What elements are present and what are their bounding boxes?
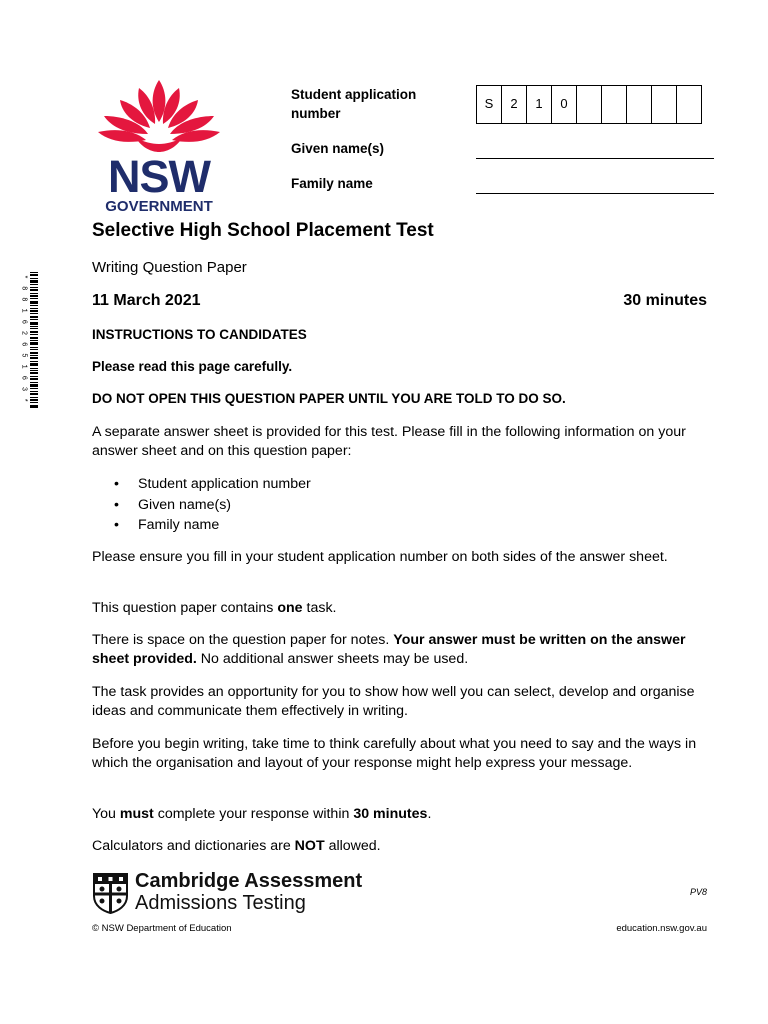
svg-text:1: 1 [19,364,28,369]
svg-text:1: 1 [19,308,28,313]
application-number-box[interactable] [651,85,677,124]
svg-text:5: 5 [19,353,28,358]
svg-text:*: * [19,398,28,403]
svg-text:GOVERNMENT: GOVERNMENT [105,198,213,215]
list-item: • Family name [92,515,311,536]
svg-text:6: 6 [19,342,28,347]
list-item: • Given name(s) [92,495,311,516]
website-link[interactable]: education.nsw.gov.au [616,923,707,934]
application-number-box[interactable]: 2 [501,85,527,124]
version-code: PV8 [689,887,707,897]
exam-duration: 30 minutes [623,292,707,309]
page-title: Selective High School Placement Test [92,220,434,241]
application-number-box[interactable]: S [476,85,502,124]
time-limit-paragraph: You must complete your response within 30 minutes. [92,806,432,822]
application-number-box[interactable] [626,85,652,124]
given-names-label: Given name(s) [291,141,385,156]
paper-subtitle: Writing Question Paper [92,259,247,276]
read-carefully-note: Please read this page carefully. [92,359,293,374]
required-info-list [92,474,311,536]
svg-text:6: 6 [19,319,28,324]
exam-date: 11 March 2021 [92,292,201,309]
cambridge-crest-icon [92,872,129,914]
application-number-box[interactable] [601,85,627,124]
cambridge-line2: Admissions Testing [135,892,306,914]
task-description-paragraph: The task provides an opportunity for you to show how well you can select, develop and organise ideas and communicate them effectively in writing. [92,684,695,719]
svg-text:*: * [19,274,28,280]
svg-text:6: 6 [19,375,28,380]
side-barcode [19,272,38,410]
application-number-box[interactable] [676,85,702,124]
cambridge-assessment-logo [92,872,362,914]
task-count-paragraph: This question paper contains one task. [92,600,337,616]
student-application-number-label: Student application number [291,87,417,121]
svg-text:NSW: NSW [108,151,210,202]
application-number-boxes[interactable] [476,85,702,124]
instructions-heading: INSTRUCTIONS TO CANDIDATES [92,327,307,342]
application-number-box[interactable]: 1 [526,85,552,124]
cambridge-line1: Cambridge Assessment [135,870,363,892]
svg-text:8: 8 [19,297,28,302]
application-number-box[interactable]: 0 [551,85,577,124]
before-writing-paragraph: Before you begin writing, take time to think carefully about what you need to say and the ways in which the organisation and layout of your response might help express your message. [92,736,697,771]
calculators-paragraph: Calculators and dictionaries are NOT allowed. [92,838,381,854]
application-number-box[interactable] [576,85,602,124]
family-name-line[interactable] [476,193,714,194]
ensure-paragraph: Please ensure you fill in your student application number on both sides of the answer sheet. [92,549,668,565]
do-not-open-warning: DO NOT OPEN THIS QUESTION PAPER UNTIL YOU ARE TOLD TO DO SO. [92,391,566,406]
notes-space-paragraph: There is space on the question paper for notes. Your answer must be written on the answer sheet provided. No additional answer sheets may be used. [92,632,686,667]
svg-text:2: 2 [19,330,28,336]
copyright-notice: © NSW Department of Education [92,923,232,934]
nsw-government-logo [92,78,226,214]
svg-text:3: 3 [19,386,28,392]
given-names-line[interactable] [476,158,714,159]
list-item: • Student application number [92,474,311,495]
svg-text:8: 8 [19,286,28,291]
answer-sheet-paragraph: A separate answer sheet is provided for this test. Please fill in the following information on your answer sheet and on this question paper: [92,424,686,459]
family-name-label: Family name [291,176,373,191]
